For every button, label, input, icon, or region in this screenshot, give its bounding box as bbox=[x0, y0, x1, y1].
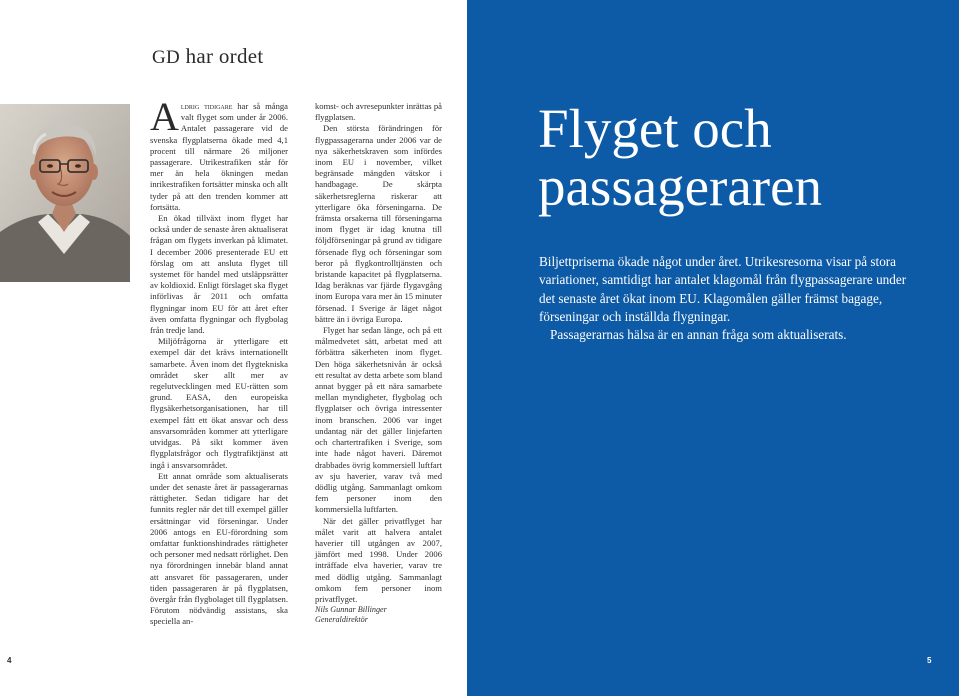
portrait-photo bbox=[0, 104, 130, 282]
drop-cap: A bbox=[150, 94, 179, 139]
text-column-1 bbox=[150, 94, 288, 628]
headline bbox=[538, 100, 938, 216]
paragraph: komst- och avresepunkter inrättas på flygplatsen. bbox=[315, 101, 442, 123]
headline-line-1: Flyget och bbox=[538, 98, 772, 159]
section-title-prefix: GD bbox=[152, 47, 181, 68]
paragraph: Den största förändringen för flygpassagerarna under 2006 var de nya säkerhetskraven som infördes inom EU i november, vilket begränsade mängden vätskor i handbagage. De skärpta säkerhetsreglerna riskerar att ytterligare öka förseningarna. De främsta orsakerna till förseningarna inom flyget är idag knutna till följdförseningar på grund av tidigare försenade flyg och förseningar som beror på flygkontrolltjänsten och bristande kapacitet på flygplatserna. Idag beräknas var fjärde flygavgång inom Europa vara mer än 15 minuter försenad. I Sverige är läget något bättre än i övriga Europa. bbox=[315, 123, 442, 324]
page-number-left: 4 bbox=[7, 656, 12, 665]
first-paragraph bbox=[150, 94, 288, 213]
lead-smallcaps: ldrig tidigare bbox=[180, 101, 233, 111]
first-paragraph-text: har så många valt flyget som under år 2006. Antalet passagerare vid de svenska flygplatserna ökade med 4,1 procent till närmare 26 miljoner passagerare. Utrikestrafiken står för mer än hela ökningen medan inrikestrafiken fortsätter minska och allt tyder på att den trenden kommer att fortsätta. bbox=[150, 101, 288, 212]
paragraph: Flyget har sedan länge, och på ett målmedvetet sätt, arbetat med att förbättra säkerheten inom flyget. Den höga säkerhetsnivån är också ett resultat av detta arbete som bland annat bygger på ett nära samarbete mellan myndigheter, flygbolag och flygplatser och övriga intressenter inom branschen. 2006 var inget undantag när det gäller linjefarten och chartertrafiken i Sverige, som inte hade något haveri. Däremot drabbades övrig kommersiell luftfart av sju haverier, varav två med dödlig utgång. Sammanlagt omkom fem personer inom den kommersiella luftfarten. bbox=[315, 325, 442, 515]
intro-paragraph-1: Biljettpriserna ökade något under året. Utrikesresorna visar på stora variationer, samtidigt har antalet klagomål från flygpassagerare under det senaste året ökat inom EU. Klagomålen gäller främst bagage, förseningar och inställda flygningar. bbox=[539, 254, 907, 324]
intro-paragraph-2: Passagerarnas hälsa är en annan fråga som aktualiserats. bbox=[550, 327, 847, 343]
headline-line-2: passageraren bbox=[538, 156, 822, 217]
signature bbox=[315, 605, 442, 625]
paragraph: Ett annat område som aktualiserats under det senaste året är passagerarnas rättigheter. Sedan tidigare har det funnits regler när det till exempel gäller ersättningar vid förseningar. Under 2006 antogs en EU-förordning som omfattar funktionshindrades rättigheter och personer med nedsatt rörlighet. Den nya förordningen innebär bland annat att ansvaret för passageraren, under tiden passageraren är på flygplatsen, övergår från flygbolaget till flygplatsen. Förutom nödvändig assistans, ska speciella an- bbox=[150, 470, 288, 627]
signature-title: Generaldirektör bbox=[315, 615, 368, 625]
intro-text bbox=[539, 253, 914, 344]
paragraph: En ökad tillväxt inom flyget har också under de senaste åren aktualiserat frågan om flygets inverkan på klimatet. I december 2006 presenterade EU ett förslag om att ansluta flyget till systemet för handel med utsläppsrätter av koldioxid. Enligt förslaget ska flyget införlivas år 2011 och omfatta flygningar inom EU för att året efter även omfatta flygningar och flygbolag från tredje land. bbox=[150, 213, 288, 336]
text-column-2 bbox=[315, 101, 442, 626]
signature-name: Nils Gunnar Billinger bbox=[315, 605, 387, 615]
left-page bbox=[0, 0, 479, 696]
paragraph: När det gäller privatflyget har målet varit att halvera antalet haverier till utgången av 2007, jämfört med 1998. Under 2006 inträffade elva haverier, varav tre med dödlig utgång. Sammanlagt omkom fem personer inom privatflyget. bbox=[315, 515, 442, 604]
section-title-rest: har ordet bbox=[180, 44, 264, 68]
paragraph: Miljöfrågorna är ytterligare ett exempel där det krävs internationellt samarbete. Även inom det flygtekniska området sker allt mer av regelutvecklingen med EU-rätten som grund. EASA, den europeiska flygsäkerhetsorganisationen, har till exempel fått ett ökat ansvar och dess ansvarsområden kommer att ytterligare utvidgas. På sikt kommer även flygplatsfrågor och flygtrafiktjänst att ingå i ansvarsområdet. bbox=[150, 336, 288, 470]
page-number-right: 5 bbox=[927, 656, 932, 665]
section-title bbox=[152, 44, 264, 69]
